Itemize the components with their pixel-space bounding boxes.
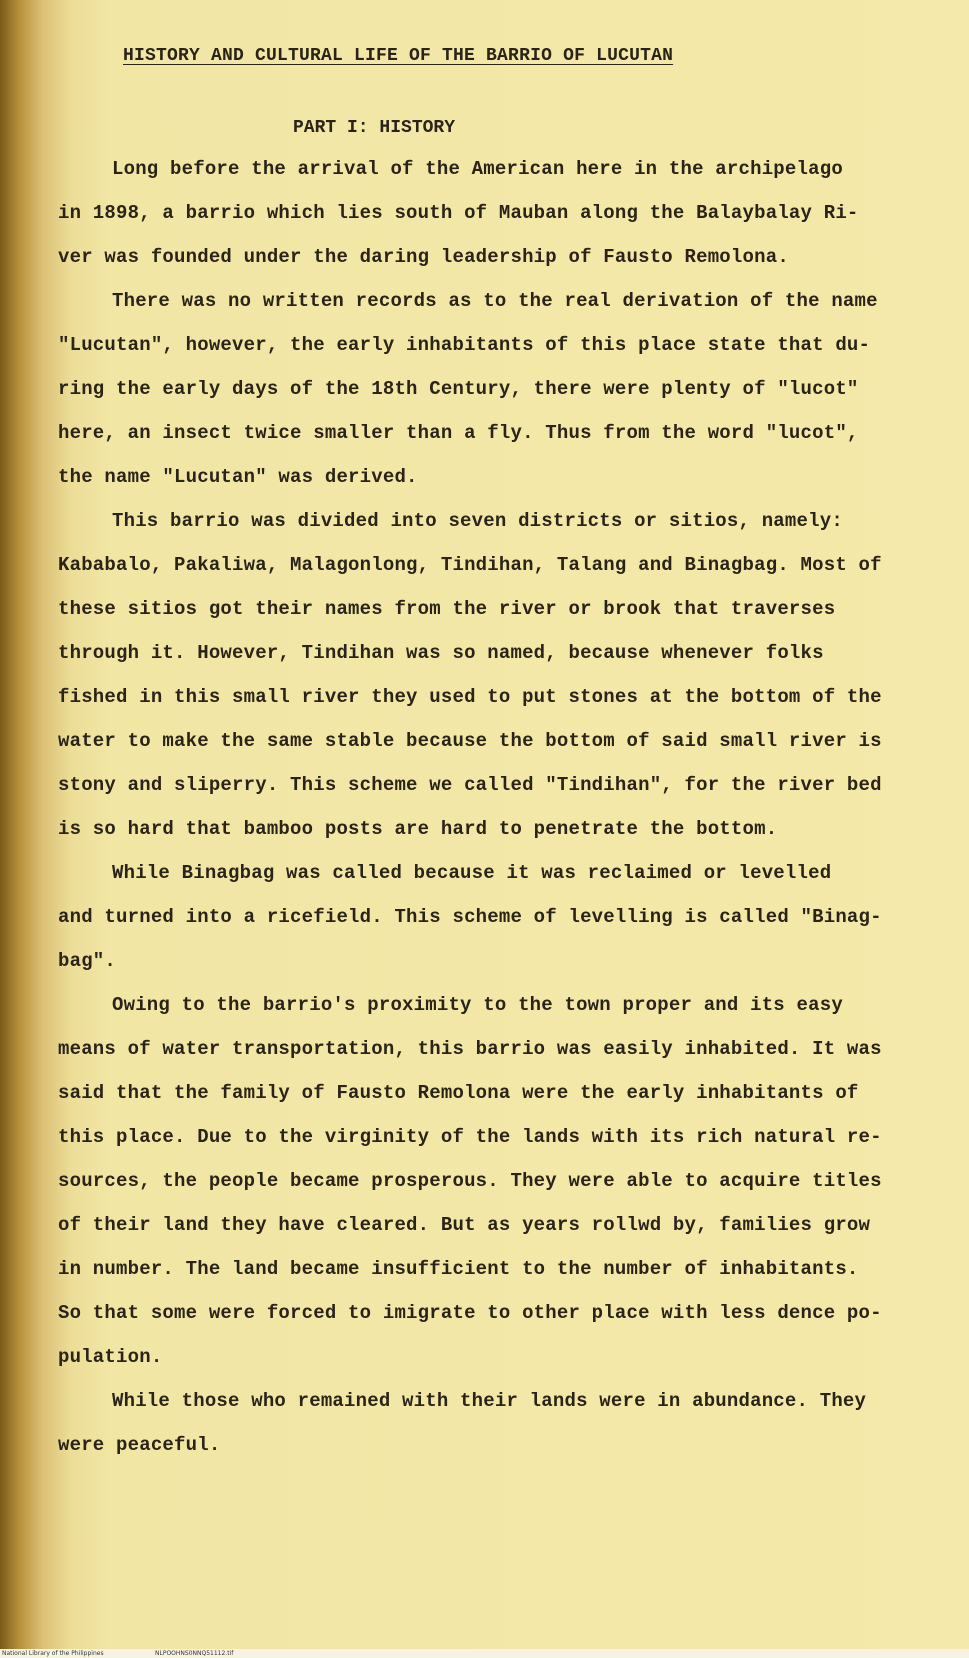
- text-line: stony and sliperry. This scheme we called "Tindihan", for the river bed: [58, 774, 882, 796]
- text-line: the name "Lucutan" was derived.: [58, 466, 418, 488]
- text-line: "Lucutan", however, the early inhabitants of this place state that du-: [58, 334, 871, 356]
- text-line: were peaceful.: [58, 1434, 221, 1456]
- text-line: This barrio was divided into seven districts or sitios, namely:: [112, 510, 843, 532]
- text-line: and turned into a ricefield. This scheme of levelling is called "Binag-: [58, 906, 882, 928]
- text-line: Kababalo, Pakaliwa, Malagonlong, Tindihan, Talang and Binagbag. Most of: [58, 554, 882, 576]
- text-line: means of water transportation, this barrio was easily inhabited. It was: [58, 1038, 882, 1060]
- text-line: While those who remained with their lands were in abundance. They: [112, 1390, 867, 1412]
- part-heading: PART I: HISTORY: [293, 118, 456, 138]
- scan-footer: [0, 1649, 969, 1658]
- text-line: in number. The land became insufficient to the number of inhabitants.: [58, 1258, 859, 1280]
- text-line: in 1898, a barrio which lies south of Mauban along the Balaybalay Ri-: [58, 202, 859, 224]
- text-line: Owing to the barrio's proximity to the town proper and its easy: [112, 994, 843, 1016]
- text-line: said that the family of Fausto Remolona were the early inhabitants of: [58, 1082, 859, 1104]
- text-line: through it. However, Tindihan was so named, because whenever folks: [58, 642, 824, 664]
- text-line: here, an insect twice smaller than a fly. Thus from the word "lucot",: [58, 422, 859, 444]
- text-line: of their land they have cleared. But as years rollwd by, families grow: [58, 1214, 871, 1236]
- text-line: While Binagbag was called because it was reclaimed or levelled: [112, 862, 832, 884]
- text-line: So that some were forced to imigrate to other place with less dence po-: [58, 1302, 882, 1324]
- footer-library: National Library of the Philippines: [2, 1650, 104, 1657]
- text-line: There was no written records as to the real derivation of the name: [112, 290, 878, 312]
- text-line: pulation.: [58, 1346, 163, 1368]
- text-line: ring the early days of the 18th Century, there were plenty of "lucot": [58, 378, 859, 400]
- text-line: these sitios got their names from the river or brook that traverses: [58, 598, 836, 620]
- text-line: water to make the same stable because the bottom of said small river is: [58, 730, 882, 752]
- text-line: Long before the arrival of the American here in the archipelago: [112, 158, 843, 180]
- text-line: ver was founded under the daring leadership of Fausto Remolona.: [58, 246, 789, 268]
- text-line: is so hard that bamboo posts are hard to penetrate the bottom.: [58, 818, 778, 840]
- text-line: this place. Due to the virginity of the lands with its rich natural re-: [58, 1126, 882, 1148]
- text-line: sources, the people became prosperous. They were able to acquire titles: [58, 1170, 882, 1192]
- document-title: HISTORY AND CULTURAL LIFE OF THE BARRIO OF LUCUTAN: [123, 46, 674, 66]
- footer-filename: NLPOOHNS0NNQ51112.tif: [155, 1650, 234, 1657]
- text-line: fished in this small river they used to put stones at the bottom of the: [58, 686, 882, 708]
- text-line: bag".: [58, 950, 117, 972]
